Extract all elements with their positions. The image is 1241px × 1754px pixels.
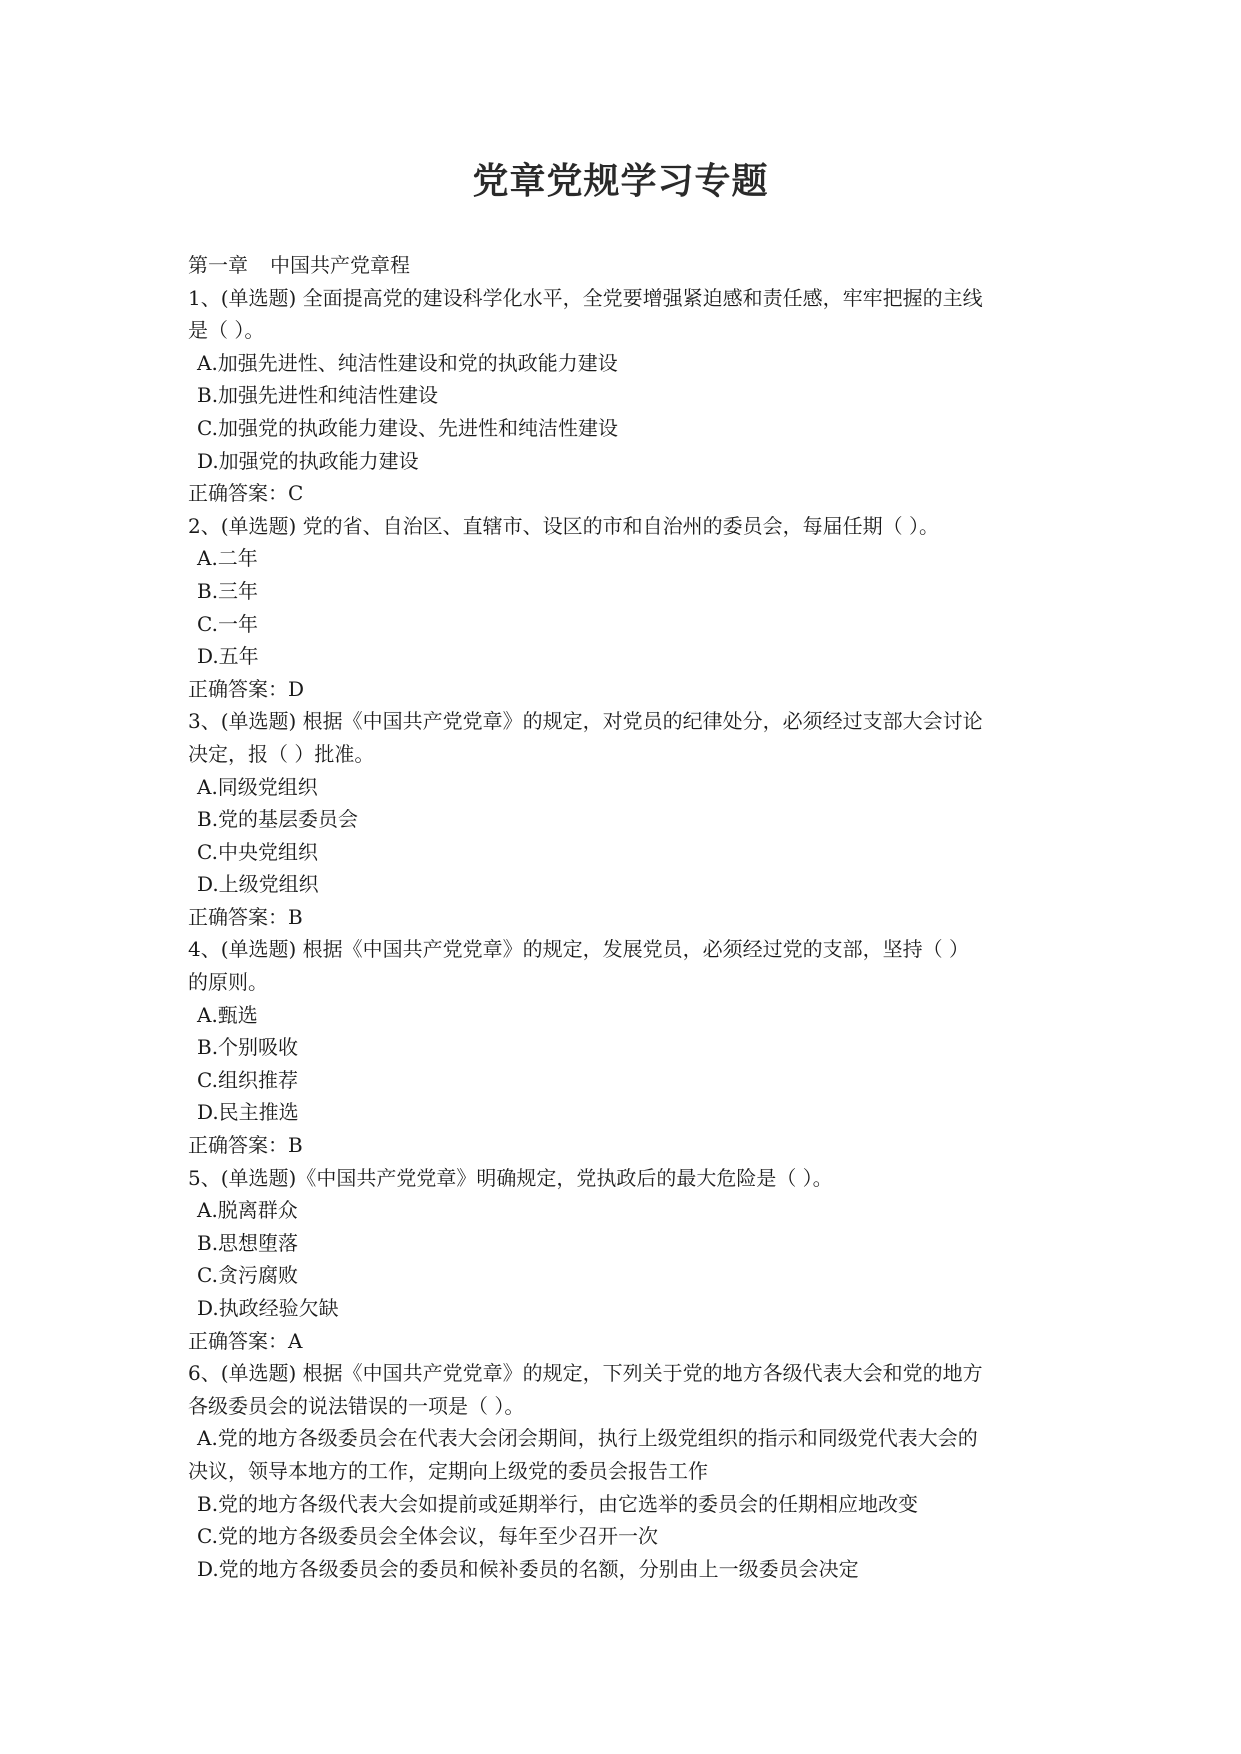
document-body xyxy=(188,249,1056,1585)
answer-option: D.加强党的执政能力建设 xyxy=(197,448,419,473)
answer-option: C.一年 xyxy=(197,611,258,636)
correct-answer xyxy=(188,1129,1056,1162)
chapter-number: 第一章 xyxy=(188,253,248,277)
question-item xyxy=(188,510,1056,706)
correct-answer-label: 正确答案： xyxy=(188,1133,288,1158)
correct-answer-label: 正确答案： xyxy=(188,481,288,506)
question-stem-line: 3、(单选题) 根据《中国共产党党章》的规定，对党员的纪律处分，必须经过支部大会讨论 xyxy=(188,709,983,734)
correct-answer-label: 正确答案： xyxy=(188,676,288,701)
correct-answer-value: C xyxy=(288,481,304,506)
answer-option: D.上级党组织 xyxy=(197,872,319,897)
correct-answer-value: A xyxy=(288,1328,303,1353)
answer-option: B.党的地方各级代表大会如提前或延期举行，由它选举的委员会的任期相应地改变 xyxy=(197,1491,919,1516)
question-item xyxy=(188,1162,1056,1358)
question-list xyxy=(188,282,1056,1586)
question-item xyxy=(188,282,1056,510)
answer-option: B.党的基层委员会 xyxy=(197,807,359,832)
correct-answer xyxy=(188,1325,1056,1358)
correct-answer-label: 正确答案： xyxy=(188,904,288,929)
question-stem-line: 各级委员会的说法错误的一项是（ ）。 xyxy=(188,1393,525,1418)
answer-option: B.个别吸收 xyxy=(197,1035,299,1060)
answer-option: D.党的地方各级委员会的委员和候补委员的名额，分别由上一级委员会决定 xyxy=(197,1556,859,1581)
correct-answer-value: B xyxy=(288,904,303,929)
answer-option: 决议，领导本地方的工作，定期向上级党的委员会报告工作 xyxy=(188,1458,708,1483)
answer-option: C.加强党的执政能力建设、先进性和纯洁性建设 xyxy=(197,415,618,440)
correct-answer xyxy=(188,901,1056,934)
answer-option: A.加强先进性、纯洁性建设和党的执政能力建设 xyxy=(197,350,618,375)
chapter-heading xyxy=(188,249,1056,282)
question-stem-line: 6、(单选题) 根据《中国共产党党章》的规定，下列关于党的地方各级代表大会和党的地方 xyxy=(188,1361,983,1386)
question-item xyxy=(188,705,1056,933)
answer-option: C.组织推荐 xyxy=(197,1067,298,1092)
question-stem-line: 5、(单选题)《中国共产党党章》明确规定，党执政后的最大危险是（ ）。 xyxy=(188,1165,833,1190)
answer-option: D.民主推选 xyxy=(197,1100,299,1125)
correct-answer xyxy=(188,477,1056,510)
correct-answer-label: 正确答案： xyxy=(188,1328,288,1353)
correct-answer xyxy=(188,673,1056,706)
answer-option: A.同级党组织 xyxy=(197,774,318,799)
answer-option: A.脱离群众 xyxy=(197,1198,298,1223)
answer-option: B.三年 xyxy=(197,578,259,603)
correct-answer-value: B xyxy=(288,1133,303,1158)
question-item xyxy=(188,933,1056,1161)
question-stem-line: 2、(单选题) 党的省、自治区、直辖市、设区的市和自治州的委员会，每届任期（ ）。 xyxy=(188,513,940,538)
question-stem-line: 是（ ）。 xyxy=(188,318,265,343)
question-stem-line: 4、(单选题) 根据《中国共产党党章》的规定，发展党员，必须经过党的支部，坚持（ ） xyxy=(188,937,970,962)
answer-option: C.中央党组织 xyxy=(197,839,318,864)
question-stem-line: 决定，报（ ）批准。 xyxy=(188,741,375,766)
question-item xyxy=(188,1357,1056,1585)
chapter-name: 中国共产党章程 xyxy=(270,253,410,277)
answer-option: D.五年 xyxy=(197,644,259,669)
answer-option: A.党的地方各级委员会在代表大会闭会期间，执行上级党组织的指示和同级党代表大会的 xyxy=(197,1426,978,1451)
answer-option: C.贪污腐败 xyxy=(197,1263,298,1288)
answer-option: B.思想堕落 xyxy=(197,1230,299,1255)
answer-option: B.加强先进性和纯洁性建设 xyxy=(197,383,439,408)
answer-option: C.党的地方各级委员会全体会议，每年至少召开一次 xyxy=(197,1524,658,1549)
correct-answer-value: D xyxy=(288,676,305,701)
page-title: 党章党规学习专题 xyxy=(472,161,769,202)
question-stem-line: 1、(单选题) 全面提高党的建设科学化水平，全党要增强紧迫感和责任感，牢牢把握的主线 xyxy=(188,285,983,310)
question-stem-line: 的原则。 xyxy=(188,970,268,995)
answer-option: A.二年 xyxy=(197,546,258,571)
answer-option: D.执政经验欠缺 xyxy=(197,1296,339,1320)
answer-option: A.甄选 xyxy=(197,1002,258,1027)
